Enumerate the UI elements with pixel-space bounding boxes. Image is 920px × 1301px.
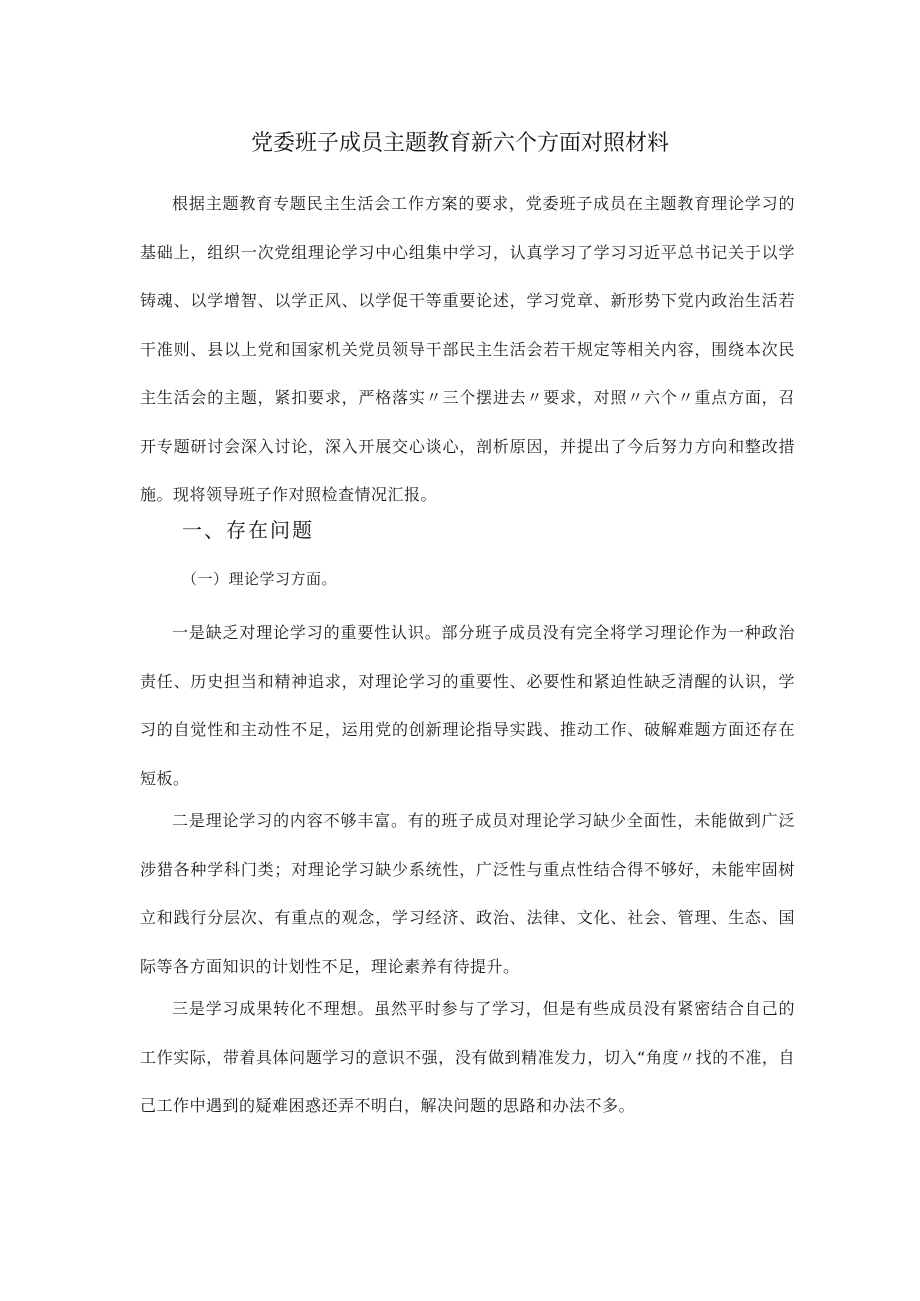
document-title: 党委班子成员主题教育新六个方面对照材料	[250, 131, 669, 156]
section-heading: 一、存在问题	[182, 518, 314, 542]
body-paragraph-2: 二是理论学习的内容不够丰富。有的班子成员对理论学习缺少全面性，未能做到广泛涉猎各种学科门类；对理论学习缺少系统性，广泛性与重点性结合得不够好，未能牢固树立和践行分层次、有重点的观念，学习经济、政治、法律、文化、社会、管理、生态、国际等各方面知识的计划性不足，理论素养有待提升。	[140, 811, 795, 976]
body-paragraph-1: 一是缺乏对理论学习的重要性认识。部分班子成员没有完全将学习理论作为一种政治责任、历史担当和精神追求，对理论学习的重要性、必要性和紧迫性缺乏清醒的认识，学习的自觉性和主动性不足，运用党的创新理论指导实践、推动工作、破解难题方面还存在短板。	[140, 623, 795, 788]
subsection-heading: （一）理论学习方面。	[182, 570, 338, 588]
body-paragraph-3: 三是学习成果转化不理想。虽然平时参与了学习，但是有些成员没有紧密结合自己的工作实际，带着具体问题学习的意识不强，没有做到精准发力，切入“角度〃找的不准，自己工作中遇到的疑难困惑还弄不明白，解决问题的思路和办法不多。	[140, 999, 795, 1115]
intro-paragraph: 根据主题教育专题民主生活会工作方案的要求，党委班子成员在主题教育理论学习的基础上，组织一次党组理论学习中心组集中学习，认真学习了学习习近平总书记关于以学铸魂、以学增智、以学正风、以学促干等重要论述，学习党章、新形势下党内政治生活若干准则、县以上党和国家机关党员领导干部民主生活会若干规定等相关内容，围绕本次民主生活会的主题，紧扣要求，严格落实〃三个摆进去〃要求，对照〃六个〃重点方面，召开专题研讨会深入讨论，深入开展交心谈心，剖析原因，并提出了今后努力方向和整改措施。现将领导班子作对照检查情况汇报。	[140, 194, 795, 504]
